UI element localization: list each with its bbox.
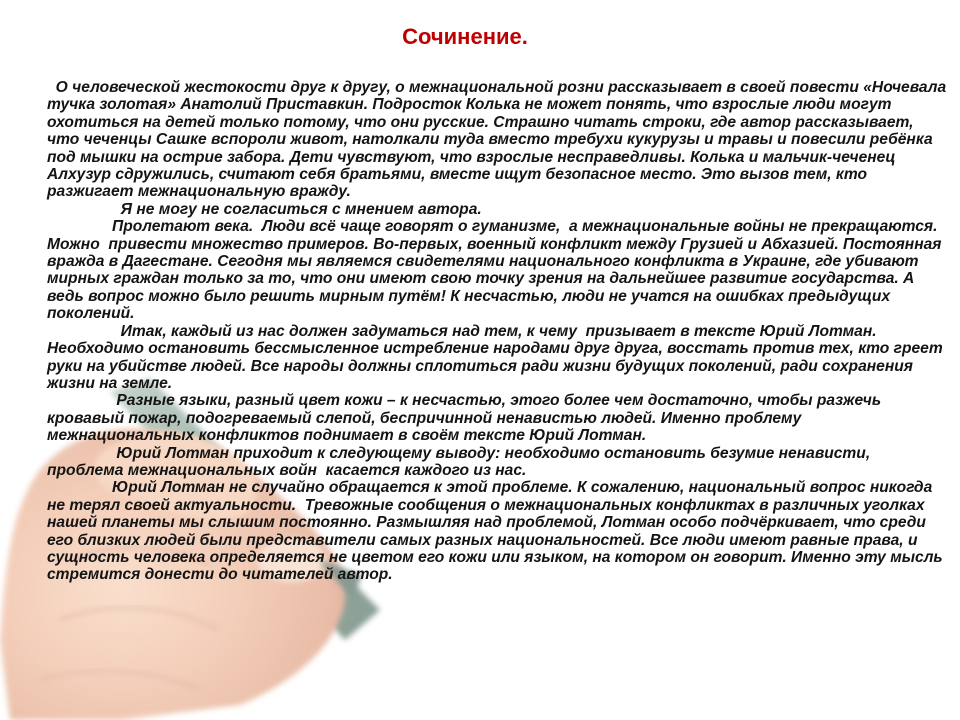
essay-body [47,79,951,584]
essay-paragraph: Пролетают века. Люди всё чаще говорят о гуманизме, а межнациональные войны не прекращаются. Можно привести множество примеров. Во-первых, военный конфликт между Грузией и Абхазией. Постоянная вражда в Дагестане. Сегодня мы являемся свидетелями национального конфликта в Украине, где убивают мирных граждан только за то, что они имеют свою точку зрения на дальнейшее развитие государства. А ведь вопрос можно было решить мирным путём! К несчастью, люди не учатся на ошибках предыдущих поколений. [47,218,951,323]
essay-paragraph: Разные языки, разный цвет кожи – к несчастью, этого более чем достаточно, чтобы разжечь кровавый пожар, подогреваемый слепой, беспричинной ненавистью людей. Именно проблему межнациональных конфликтов поднимает в своём тексте Юрий Лотман. [47,392,886,445]
essay-title: Сочинение. [402,24,528,49]
essay-paragraph: О человеческой жестокости друг к другу, о межнациональной розни рассказывает в своей повести «Ночевала тучка золотая» Анатолий Приставкин. Подросток Колька не может понять, что взрослые люди могут охотиться на детей только потому, что они русские. Страшно читать строки, где автор рассказывает, что чеченцы Сашке вспороли живот, натолкали туда вместо требухи кукурузы и травы и повесили ребёнка под мышки на острие забора. Дети чувствуют, что взрослые несправедливы. Колька и мальчик-чеченец Алхузур сдружились, считают себя братьями, вместе ищут безопасное место. Это вызов тем, кто разжигает межнациональную вражду. [47,79,951,201]
essay-paragraph: Итак, каждый из нас должен задуматься над тем, к чему призывает в тексте Юрий Лотман. Необходимо остановить бессмысленное истребление народами друг друга, восстать против тех, кто греет руки на убийстве людей. Все народы должны сплотиться ради жизни будущих поколений, ради сохранения жизни на земле. [47,322,948,392]
essay-paragraph: Юрий Лотман не случайно обращается к этой проблеме. К сожалению, национальный вопрос никогда не терял своей актуальности. Тревожные сообщения о межнациональных конфликтах в различных уголках нашей планеты мы слышим постоянно. Размышляя над проблемой, Лотман особо подчёркивает, что среди его близких людей были представители самых разных национальностей. Все люди имеют равные права, и сущность человека определяется не цветом его кожи или языком, на котором он говорит. Именно эту мысль стремится донести до читателей автор. [47,479,948,584]
essay-paragraph: Я не могу не согласиться с мнением автора. [47,200,482,218]
essay-paragraph: Юрий Лотман приходит к следующему выводу: необходимо остановить безумие ненависти, проблема межнациональных войн касается каждого из нас. [47,444,875,479]
